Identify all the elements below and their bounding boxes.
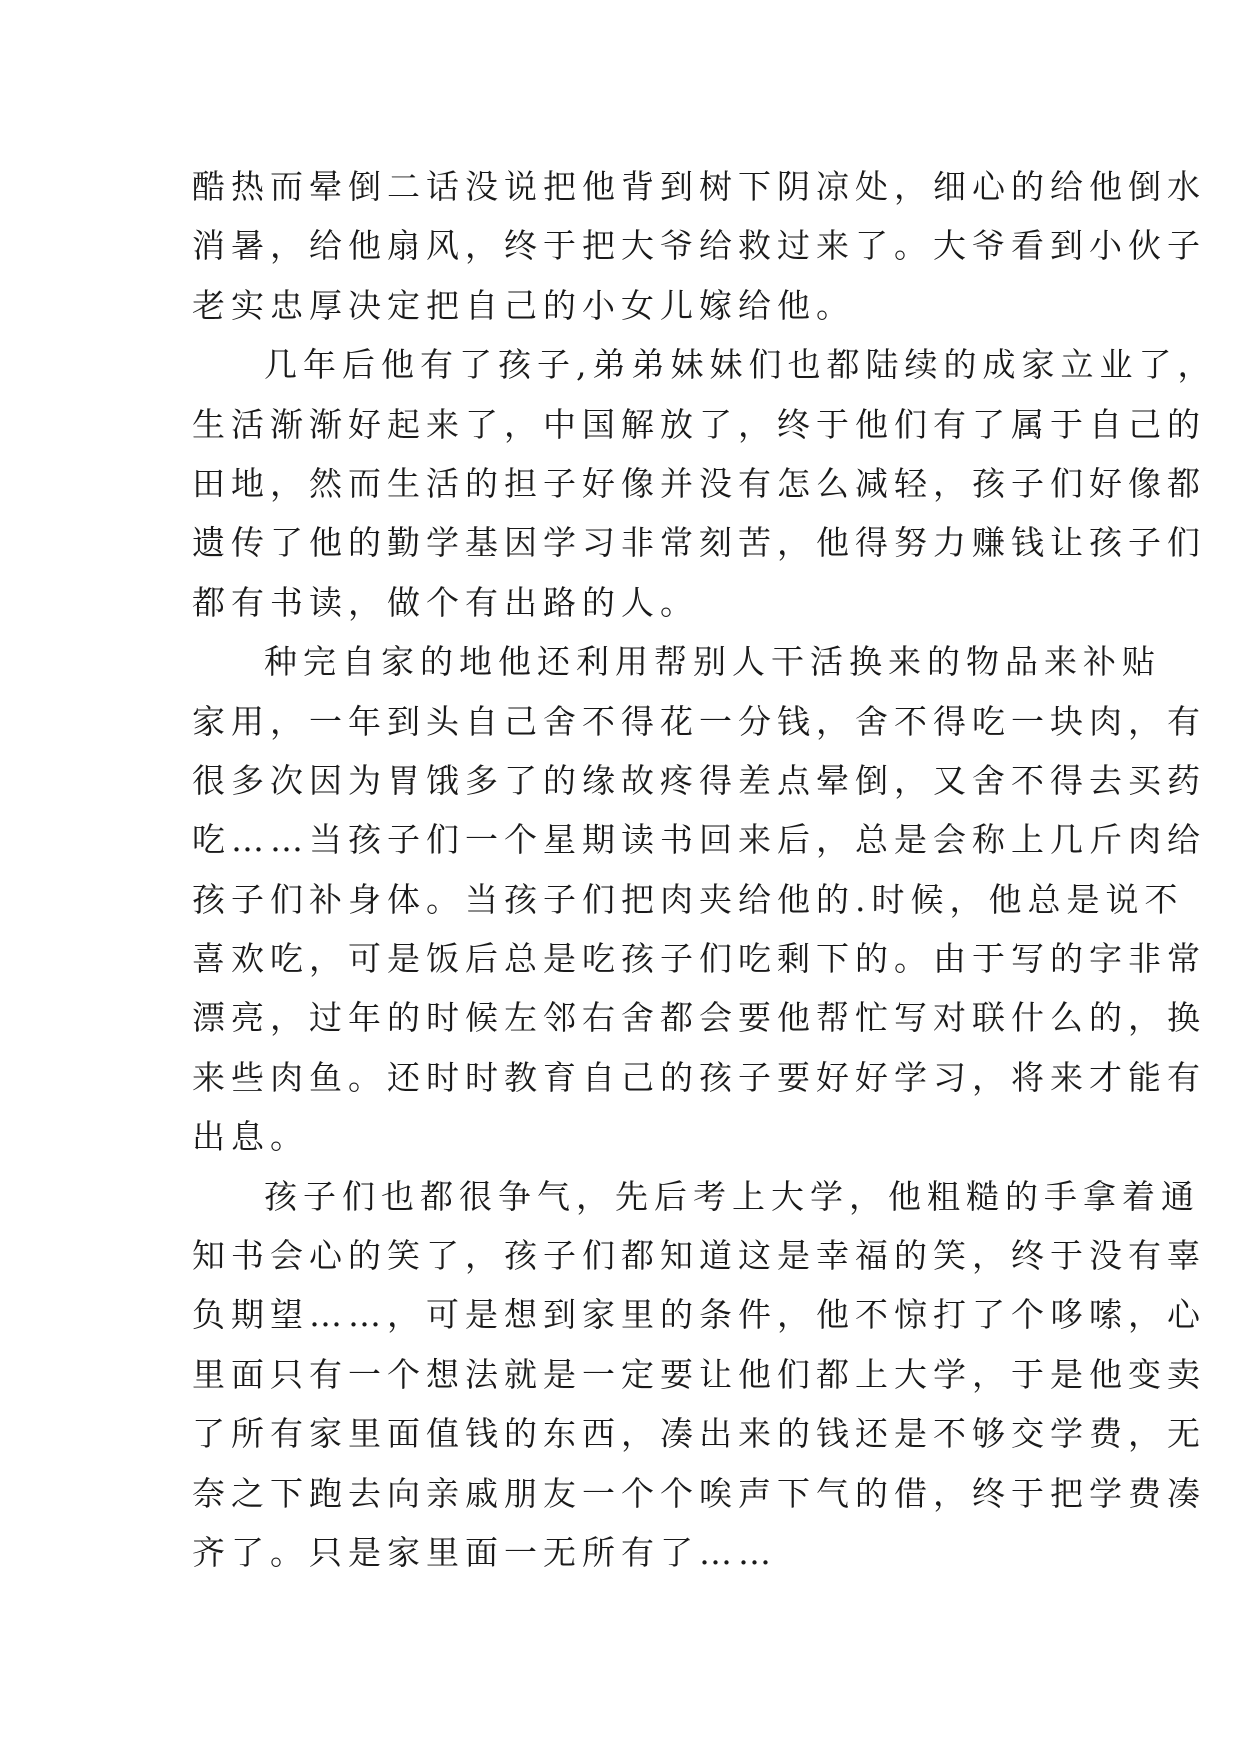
text-line: 负期望……，可是想到家里的条件，他不惊打了个哆嗦，心 bbox=[192, 1295, 1206, 1335]
text-line: 里面只有一个想法就是一定要让他们都上大学，于是他变卖 bbox=[192, 1354, 1206, 1394]
text-line: 漂亮，过年的时候左邻右舍都会要他帮忙写对联什么的，换 bbox=[192, 998, 1206, 1038]
paragraph-3 bbox=[192, 632, 1206, 1167]
text-line: 几年后他有了孩子,弟弟妹妹们也都陆续的成家立业了， bbox=[264, 345, 1217, 385]
text-line: 种完自家的地他还利用帮别人干活换来的物品来补贴 bbox=[264, 642, 1161, 682]
body-text bbox=[192, 157, 1217, 1582]
text-line: 都有书读，做个有出路的人。 bbox=[192, 582, 699, 622]
text-line: 老实忠厚决定把自己的小女儿嫁给他。 bbox=[192, 285, 855, 325]
text-line: 酷热而晕倒二话没说把他背到树下阴凉处，细心的给他倒水 bbox=[192, 167, 1206, 206]
paragraph-2 bbox=[192, 335, 1217, 632]
text-line: 遗传了他的勤学基因学习非常刻苦，他得努力赚钱让孩子们 bbox=[192, 523, 1206, 563]
text-line: 喜欢吃，可是饭后总是吃孩子们吃剩下的。由于写的字非常 bbox=[192, 939, 1206, 979]
text-line: 消暑，给他扇风，终于把大爷给救过来了。大爷看到小伙子 bbox=[192, 226, 1206, 266]
text-line: 孩子们补身体。当孩子们把肉夹给他的.时候，他总是说不 bbox=[192, 879, 1184, 919]
text-line: 生活渐渐好起来了，中国解放了，终于他们有了属于自己的 bbox=[192, 404, 1206, 444]
text-line: 吃……当孩子们一个星期读书回来后，总是会称上几斤肉给 bbox=[192, 820, 1206, 860]
text-line: 出息。 bbox=[192, 1117, 309, 1157]
paragraph-1 bbox=[192, 157, 1206, 335]
text-line: 奈之下跑去向亲戚朋友一个个唉声下气的借，终于把学费凑 bbox=[192, 1473, 1206, 1513]
text-line: 齐了。只是家里面一无所有了…… bbox=[192, 1532, 777, 1572]
text-line: 了所有家里面值钱的东西，凑出来的钱还是不够交学费，无 bbox=[192, 1414, 1206, 1454]
text-line: 知书会心的笑了，孩子们都知道这是幸福的笑，终于没有辜 bbox=[192, 1236, 1206, 1276]
text-line: 来些肉鱼。还时时教育自己的孩子要好好学习，将来才能有 bbox=[192, 1057, 1206, 1097]
text-line: 家用，一年到头自己舍不得花一分钱，舍不得吃一块肉，有 bbox=[192, 701, 1206, 741]
text-line: 孩子们也都很争气，先后考上大学，他粗糙的手拿着通 bbox=[264, 1176, 1200, 1216]
text-line: 田地，然而生活的担子好像并没有怎么减轻，孩子们好像都 bbox=[192, 463, 1206, 503]
text-line: 很多次因为胃饿多了的缘故疼得差点晕倒，又舍不得去买药 bbox=[192, 760, 1206, 800]
paragraph-4 bbox=[192, 1167, 1206, 1583]
